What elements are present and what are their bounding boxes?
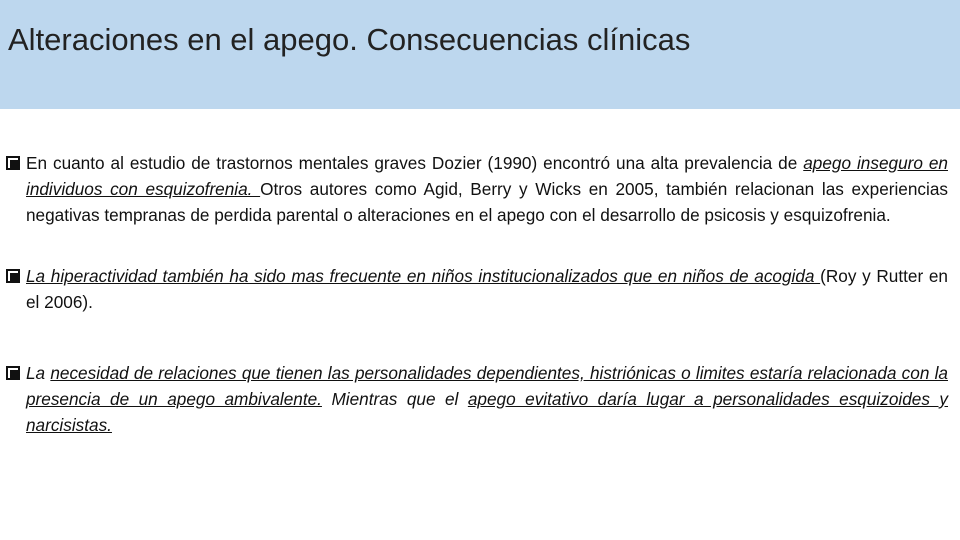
bullet-item — [6, 360, 948, 438]
bullet-1-text-b: apego inseguro en individuos con esquizofrenia. — [26, 153, 948, 199]
checkbox-square-icon — [6, 366, 21, 381]
bullet-3-text-a: La — [26, 363, 51, 383]
bullet-1-text-c: Otros autores como Agid, Berry y Wicks en 2005, también relacionan las experiencias negativas tempranas de perdida parental o alteraciones en el apego con el desarrollo de psicosis y esquizofrenia. — [26, 179, 948, 225]
bullet-2-text-a: La hiperactividad también ha sido mas frecuente en niños institucionalizados que en niños de acogida — [26, 266, 821, 286]
bullet-1-text-a: En cuanto al estudio de trastornos mentales graves Dozier (1990) encontró una alta prevalencia de — [26, 153, 804, 173]
bullet-list — [6, 150, 948, 438]
bullet-item — [6, 263, 948, 315]
checkbox-square-icon — [6, 269, 21, 284]
checkbox-square-icon — [6, 156, 21, 171]
title-bar — [0, 0, 960, 109]
bullet-3-text-b: necesidad de relaciones que tienen las personalidades dependientes, histriónicas o limites estaría relacionada con la presencia de un apego ambivalente. — [26, 363, 948, 409]
bullet-2-text-b: (Roy y Rutter en el 2006). — [26, 266, 948, 312]
bullet-item — [6, 150, 948, 228]
slide-title: Alteraciones en el apego. Consecuencias clínicas — [8, 22, 691, 57]
bullet-3-text-d: apego evitativo daría lugar a personalidades esquizoides y narcisistas. — [26, 389, 949, 435]
bullet-3-text-c: Mientras que el — [321, 389, 468, 409]
